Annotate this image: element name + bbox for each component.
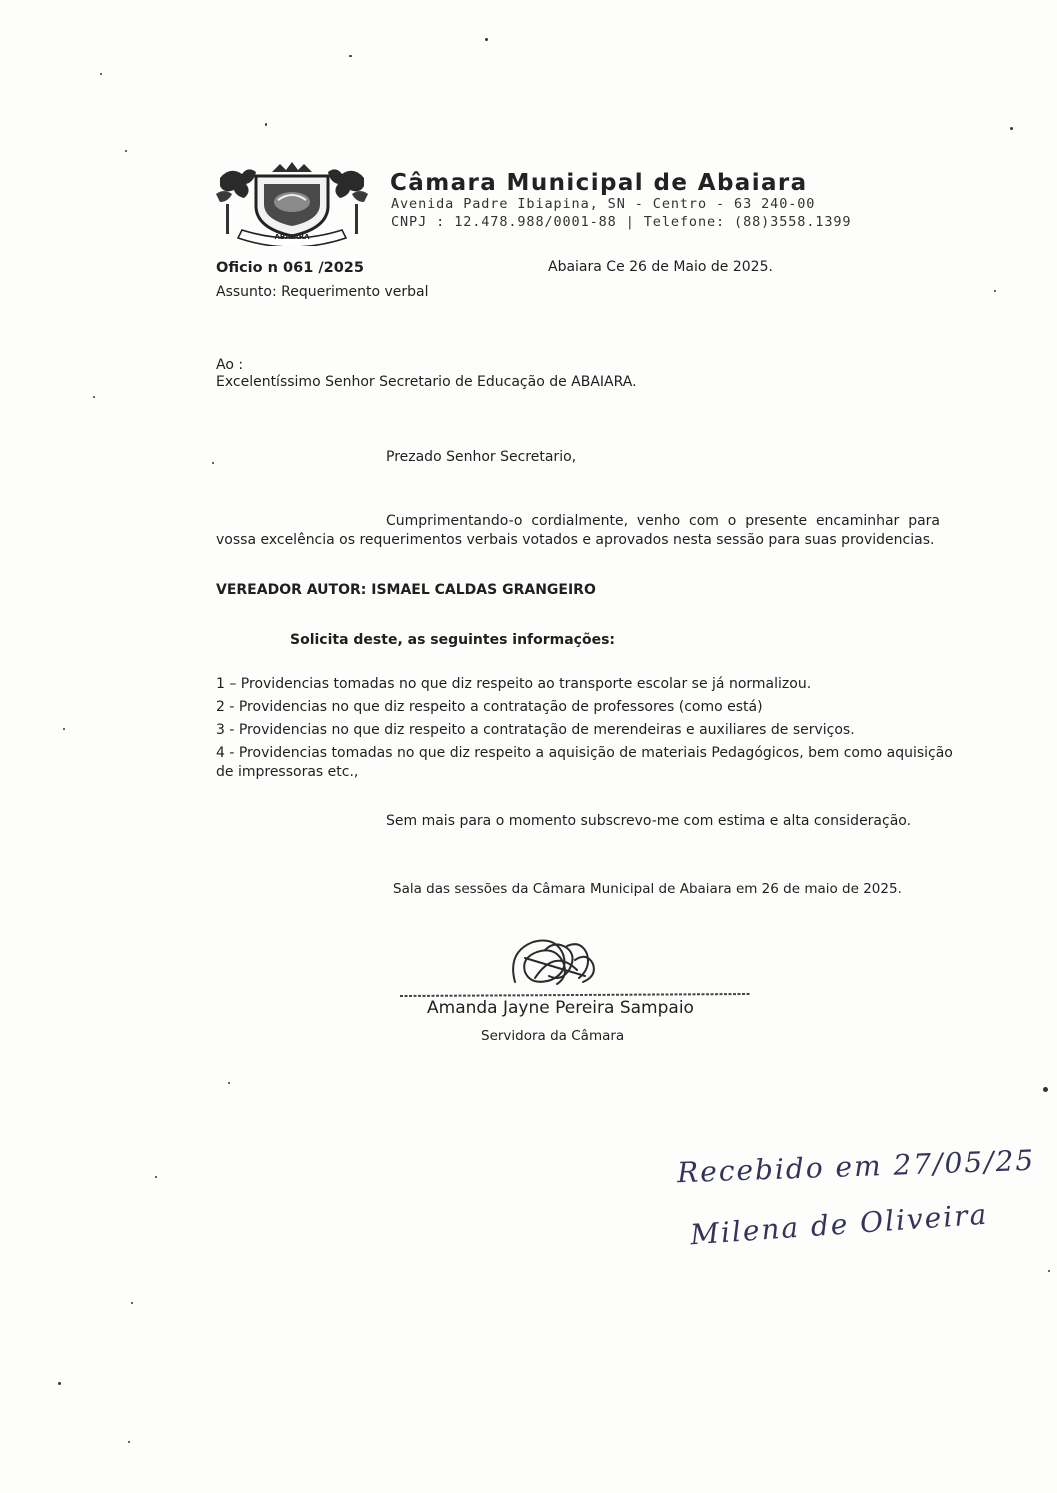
closing-paragraph: Sem mais para o momento subscrevo-me com estima e alta consideração. — [386, 813, 912, 829]
letter-date: Abaiara Ce 26 de Maio de 2025. — [548, 259, 773, 275]
municipal-crest-icon — [212, 160, 372, 246]
scan-speck — [1043, 1087, 1048, 1092]
scan-speck — [228, 1082, 230, 1084]
scan-speck — [131, 1302, 133, 1304]
oficio-number: Oficio n 061 /2025 — [216, 260, 364, 276]
scan-speck — [485, 38, 488, 41]
list-item: 4 - Providencias tomadas no que diz respeito a aquisição de materiais Pedagógicos, bem como aquisição de impressoras etc., — [216, 745, 953, 780]
list-item: 3 - Providencias no que diz respeito a contratação de merendeiras e auxiliares de serviços. — [216, 722, 855, 738]
greeting: Prezado Senhor Secretario, — [386, 449, 577, 465]
crest-ribbon-text: ABAIARA — [274, 233, 310, 241]
scan-speck — [994, 290, 996, 292]
recipient: Excelentíssimo Senhor Secretario de Educação de ABAIARA. — [216, 374, 637, 390]
org-address: Avenida Padre Ibiapina, SN - Centro - 63 240-00 — [391, 196, 816, 212]
author-line: VEREADOR AUTOR: ISMAEL CALDAS GRANGEIRO — [216, 582, 596, 598]
scan-speck — [349, 55, 352, 57]
org-name: Câmara Municipal de Abaiara — [390, 170, 808, 196]
received-note: Recebido em 27/05/25 — [676, 1143, 1036, 1190]
intro-paragraph: Cumprimentando-o cordialmente, venho com o presente encaminhar para vossa excelência os requerimentos verbais votados e aprovados nesta sessão para suas providencias. — [216, 513, 940, 548]
scan-speck — [265, 123, 267, 126]
request-intro: Solicita deste, as seguintes informações: — [290, 632, 616, 648]
scan-speck — [128, 1441, 130, 1443]
list-item: 2 - Providencias no que diz respeito a contratação de professores (como está) — [216, 699, 763, 715]
scan-speck — [93, 396, 95, 398]
scan-speck — [125, 150, 127, 152]
scan-speck — [1010, 127, 1013, 130]
list-item: 1 – Providencias tomadas no que diz respeito ao transporte escolar se já normalizou. — [216, 676, 812, 692]
receiver-name: Milena de Oliveira — [689, 1197, 990, 1252]
request-list — [216, 675, 956, 786]
scan-speck — [155, 1176, 157, 1178]
scan-speck — [58, 1382, 61, 1385]
signer-name: Amanda Jayne Pereira Sampaio — [427, 998, 694, 1018]
scan-speck — [212, 462, 214, 464]
scan-speck — [1048, 1270, 1050, 1272]
scan-speck — [100, 73, 102, 75]
place-date: Sala das sessões da Câmara Municipal de Abaiara em 26 de maio de 2025. — [393, 881, 902, 897]
scan-speck — [63, 728, 65, 730]
letter-subject: Assunto: Requerimento verbal — [216, 284, 429, 300]
signature-scribble — [395, 930, 755, 1006]
org-contact: CNPJ : 12.478.988/0001-88 | Telefone: (88)3558.1399 — [391, 214, 852, 230]
to-label: Ao : — [216, 357, 244, 373]
signer-role: Servidora da Câmara — [481, 1028, 625, 1044]
